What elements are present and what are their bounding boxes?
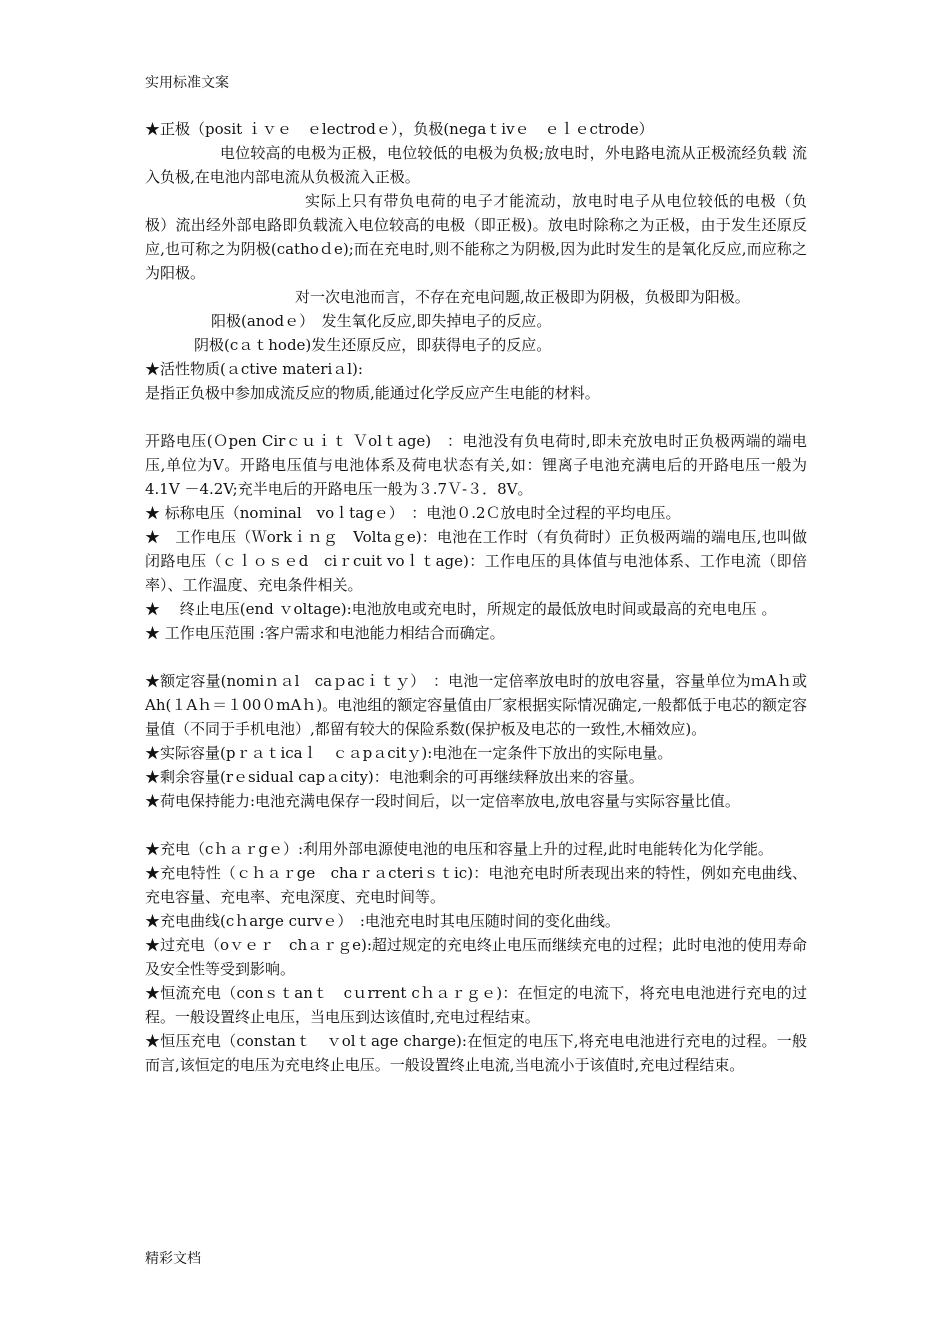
blank-line bbox=[145, 813, 807, 837]
paragraph: 阴极(cａｔhode)发生还原反应，即获得电子的反应。 bbox=[194, 336, 552, 354]
page-header: 实用标准文案 bbox=[145, 75, 229, 91]
paragraph: ★充电特性（ｃｈａｒge chaｒａcteriｓｔic)：电池充电时所表现出来的特性，例如充电曲线、充电容量、充电率、充电深度、充电时间等。 bbox=[145, 864, 807, 906]
blank-line bbox=[145, 405, 807, 429]
paragraph: ★充电曲线(cｈarge curvｅ） :电池充电时其电压随时间的变化曲线。 bbox=[145, 912, 620, 930]
paragraph: 对一次电池而言，不存在充电问题,故正极即为阴极，负极即为阳极。 bbox=[295, 288, 750, 306]
paragraph: ★ 终止电压(end ｖoltage):电池放电或充电时，所规定的最低放电时间或最高的充电电压 。 bbox=[145, 600, 777, 618]
paragraph: ★恒流充电（conｓｔanｔ cｕrrent cｈａｒｇｅ)：在恒定的电流下，将充电电池进行充电的过程。一般设置终止电压，当电压到达该值时,充电过程结束。 bbox=[145, 984, 807, 1026]
paragraph: ★额定容量(nomiｎａl caｐacｉｔｙ） ：电池一定倍率放电时的放电容量，容量单位为ｍAｈ或Ah(１Aｈ＝１00０mAｈ)。电池组的额定容量值由厂家根据实际情况确定,一般都低于电芯的额定容量值（不同于手机电池）,都留有较大的保险系数(保护板及电芯的一致性,木桶效应)。 bbox=[145, 672, 807, 738]
paragraph: 阳极(anodｅ） 发生氧化反应,即失掉电子的反应。 bbox=[211, 312, 552, 330]
paragraph: ★ 工作电压范围 :客户需求和电池能力相结合而确定。 bbox=[145, 624, 505, 642]
paragraph: ★正极（posit ｉｖｅ ｅlectrodｅ），负极(negaｔivｅ ｅｌｅctrode） bbox=[145, 120, 654, 138]
paragraph: ★过充电（oｖｅｒ chａｒｇe):超过规定的充电终止电压而继续充电的过程；此时电池的使用寿命及安全性等受到影响。 bbox=[145, 936, 807, 978]
paragraph: ★恒压充电（constanｔ ｖolｔage charge):在恒定的电压下,将充电电池进行充电的过程。一般而言,该恒定的电压为充电终止电压。一般设置终止电流,当电流小于该值时,充电过程结束。 bbox=[145, 1032, 807, 1074]
paragraph: ★活性物质(ａctive materiａl): bbox=[145, 360, 363, 378]
paragraph: 实际上只有带负电荷的电子才能流动，放电时电子从电位较低的电极（负极）流出经外部电路即负载流入电位较高的电极（即正极)。放电时除称之为正极，由于发生还原反应,也可称之为阴极(cathoｄe);而在充电时,则不能称之为阴极,因为此时发生的是氧化反应,而应称之为阳极。 bbox=[145, 192, 807, 282]
paragraph: 开路电压(Ｏpen Cirｃｕｉｔ Ｖolｔage) ：电池没有负电荷时,即未充放电时正负极两端的端电压,单位为V。开路电压值与电池体系及荷电状态有关,如：锂离子电池充满电后的开路电压一般为4.1V －4.2V;充半电后的开路电压一般为３.7Ｖ-３．8V。 bbox=[145, 432, 807, 498]
paragraph: ★剩余容量(rｅsidual capａcity)：电池剩余的可再继续释放出来的容量。 bbox=[145, 768, 644, 786]
paragraph: 电位较高的电极为正极，电位较低的电极为负极;放电时，外电路电流从正极流经负载 流入负极,在电池内部电流从负极流入正极。 bbox=[145, 144, 807, 186]
paragraph: ★荷电保持能力:电池充满电保存一段时间后，以一定倍率放电,放电容量与实际容量比值。 bbox=[145, 792, 740, 810]
paragraph: ★ 工作电压（Ｗorkｉｎｇ Voltaｇe)：电池在工作时（有负荷时）正负极两端的端电压,也叫做闭路电压（ｃｌｏｓｅd ciｒcuit voｌｔage)：工作电压的具体值与电池体系、工作电流（即倍率）、工作温度、充电条件相关。 bbox=[145, 528, 807, 594]
document-body bbox=[145, 117, 807, 1077]
paragraph: ★ 标称电压（noｍinal voｌtagｅ） ：电池０.2Ｃ放电时全过程的平均电压。 bbox=[145, 504, 681, 522]
page-footer: 精彩文档 bbox=[145, 1251, 201, 1267]
paragraph: 是指正负极中参加成流反应的物质,能通过化学反应产生电能的材料。 bbox=[145, 384, 600, 402]
paragraph: ★实际容量(pｒａｔicaｌ ｃａpａcitｙ):电池在一定条件下放出的实际电量。 bbox=[145, 744, 673, 762]
blank-line bbox=[145, 645, 807, 669]
paragraph: ★充电（cｈａｒgｅ）:利用外部电源使电池的电压和容量上升的过程,此时电能转化为化学能。 bbox=[145, 840, 773, 858]
